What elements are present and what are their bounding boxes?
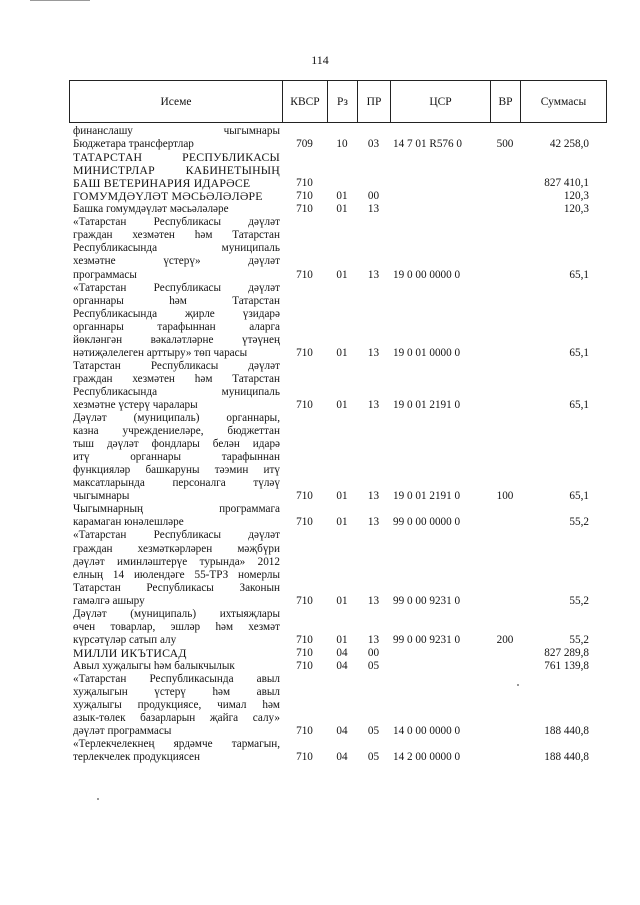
row-name-line: Татарстан Республикасы Законын [73,581,280,594]
row-vr [490,738,520,764]
row-name-line: дәүләт иминләштерүе турында» 2012 [73,555,280,568]
row-csr [390,660,490,673]
row-sum: 120,3 [563,203,589,216]
row-rz: 01 [336,203,348,216]
row-rz: 01 [336,190,348,203]
row-name [69,151,282,190]
row-pr: 00 [367,646,380,659]
row-sum: 120,3 [563,190,589,203]
row-rz: 04 [336,659,348,672]
row-csr: 99 0 00 9231 0 [393,633,461,646]
row-name-line: максатларында персоналга түләү [73,477,280,490]
row-name-line: граждан хезмәткәрләрен мәҗбүри [73,542,280,555]
row-csr: 14 7 01 R576 0 [393,138,462,151]
row-kvsr: 710 [296,594,313,607]
header-csr: ЦСР [390,81,490,122]
row-name-line: ГОМУМДӘҮЛӘТ МӘСЬӘЛӘЛӘРЕ [73,189,263,204]
row-kvsr: 710 [296,751,313,764]
row-pr: 13 [367,398,380,411]
row-name-line: БАШ ВЕТЕРИНАРИЯ ИДАРӘСЕ [73,176,251,191]
row-name-line: МИНИСТРЛАР КАБИНЕТЫНЫҢ [73,163,280,178]
row-rz: 04 [336,646,348,659]
row-name-line: карамаган юнәлешләре [73,516,184,529]
header-vr: ВР [490,81,520,122]
row-sum: 55,2 [569,633,589,646]
table-row [69,125,607,151]
table-row [69,203,607,216]
row-pr: 13 [367,516,380,529]
header-name: Исеме [69,81,282,122]
row-name [69,360,282,412]
row-name-line: йөкләнгән вәкаләтләрне үтәүнең [73,333,280,346]
row-pr: 13 [367,490,380,503]
row-name-line: Республикасында муниципаль [73,385,280,398]
table-row [69,673,607,738]
row-name-line: Дәүләт (муниципаль) органнары, [73,412,280,425]
row-vr [490,190,520,203]
row-name-line: азык-төлек базарларын җайга салу» [73,712,280,725]
row-name [69,673,282,738]
scan-speck [517,684,519,686]
row-vr: 200 [496,633,514,646]
row-name [69,529,282,607]
row-csr: 19 0 01 2191 0 [393,490,461,503]
row-name-line: Республикасында җирле үзидарә [73,307,280,320]
row-name-line: хезмәтне үстерү чаралары [73,398,198,411]
row-sum: 827 289,8 [544,646,589,659]
row-csr: 99 0 00 9231 0 [393,594,461,607]
row-pr: 13 [367,633,380,646]
row-name-line: «Татарстан Республикасы дәүләт [73,216,280,229]
row-name-line: елның 14 июлендәге 55-ТРЗ номерлы [73,568,280,581]
row-csr [390,190,490,203]
row-name-line: финанслашу чыгымнары [73,125,280,137]
row-vr [490,673,520,738]
row-kvsr: 710 [296,268,313,281]
header-pr: ПР [357,81,390,122]
row-kvsr: 710 [296,177,313,190]
row-vr [490,660,520,673]
row-sum: 65,1 [569,490,589,503]
row-vr: 500 [496,138,514,151]
row-csr: 14 2 00 0000 0 [393,751,461,764]
row-rz: 01 [336,490,348,503]
row-name [69,412,282,503]
table-row [69,216,607,281]
row-kvsr: 710 [296,633,313,646]
row-pr [357,151,390,190]
row-name-line: граждан хезмәтен һәм Татарстан [73,372,280,385]
row-name-line: «Татарстан Республикасы дәүләт [73,529,280,542]
row-name-line: хезмәтне үстерү» дәүләт [73,255,280,268]
row-name-line: хуҗалыгын үстерү һәм авыл [73,686,280,699]
row-rz: 01 [336,633,348,646]
row-csr: 19 0 01 2191 0 [393,398,461,411]
header-kvsr: КВСР [282,81,327,122]
table-row [69,151,607,190]
row-kvsr: 710 [296,490,313,503]
row-name [69,190,282,203]
table-row [69,190,607,203]
row-rz: 01 [336,398,348,411]
row-name-line: органнары һәм Татарстан [73,294,280,307]
row-csr [390,151,490,190]
row-name-line: тыш дәүләт фондлары белән идарә [73,438,280,451]
row-name-line: Чыгымнарның программага [73,503,280,516]
row-csr: 14 0 00 0000 0 [393,725,461,738]
row-vr [490,282,520,360]
row-name-line: дәүләт программасы [73,725,172,738]
row-kvsr: 710 [296,659,313,672]
page-number: 114 [311,53,329,67]
row-rz: 04 [336,725,348,738]
row-name-line: күрсәтүләр сатып алу [73,633,177,646]
row-name-line: итү органнары тарафыннан [73,451,280,464]
row-name-line: өчен товарлар, эшләр һәм хезмәт [73,620,280,633]
row-sum: 188 440,8 [544,751,589,764]
row-name [69,125,282,151]
row-name [69,660,282,673]
row-name [69,203,282,216]
row-vr: 100 [496,490,514,503]
header-rz: Рз [327,81,357,122]
row-csr [390,647,490,660]
row-sum: 188 440,8 [544,725,589,738]
row-kvsr: 710 [296,398,313,411]
row-name-line: гамәлгә ашыру [73,594,145,607]
row-name-line: МИЛЛИ ИКЪТИСАД [73,645,187,660]
row-name-line: Татарстан Республикасы дәүләт [73,359,280,372]
row-pr: 13 [367,268,380,281]
row-vr [490,529,520,607]
row-csr: 99 0 00 0000 0 [393,516,461,529]
row-name-line: Башка гомумдәүләт мәсьәләләре [73,203,229,216]
row-pr: 00 [367,190,380,203]
row-name [69,647,282,660]
scan-speck [97,798,99,800]
row-name-line: казна учреждениеләре, бюджеттан [73,425,280,438]
table-row [69,412,607,503]
row-name-line: Республикасында муниципаль [73,242,280,255]
table-row [69,282,607,360]
row-name [69,282,282,360]
row-name [69,738,282,764]
row-pr: 13 [367,594,380,607]
row-vr [490,503,520,529]
row-name-line: Авыл хуҗалыгы һәм балыкчылык [73,659,235,672]
table-header [69,80,607,123]
scan-edge-line [30,0,90,1]
table-row [69,647,607,660]
budget-table [69,80,607,764]
row-vr [490,647,520,660]
row-pr: 03 [367,138,380,151]
row-csr: 19 0 01 0000 0 [393,346,461,359]
row-csr: 19 0 00 0000 0 [393,268,461,281]
row-kvsr: 710 [296,516,313,529]
row-name-line: Бюджетара трансфертлар [73,138,194,151]
row-sum: 827 410,1 [544,177,589,190]
row-rz: 10 [336,138,348,151]
row-rz [327,151,357,190]
row-pr: 05 [367,725,380,738]
row-name [69,608,282,647]
row-sum: 65,1 [569,346,589,359]
row-name-line: Дәүләт (муниципаль) ихтыяҗлары [73,607,280,620]
table-row [69,738,607,764]
row-name-line: чыгымнары [73,490,130,503]
table-row [69,503,607,529]
row-csr [390,203,490,216]
header-sum: Суммасы [520,81,607,122]
row-sum: 42 258,0 [549,138,589,151]
row-kvsr: 710 [296,725,313,738]
row-vr [490,151,520,190]
table-body [69,123,607,764]
row-name-line: «Татарстан Республикасында авыл [73,672,280,685]
row-sum: 761 139,8 [544,659,589,672]
row-rz: 01 [336,346,348,359]
row-sum: 55,2 [569,594,589,607]
row-name-line: «Терлекчелекнең ярдәмче тармагын, [73,738,280,751]
table-row [69,529,607,607]
row-rz: 01 [336,594,348,607]
table-row [69,608,607,647]
row-sum: 65,1 [569,398,589,411]
row-name-line: «Татарстан Республикасы дәүләт [73,281,280,294]
table-row [69,660,607,673]
row-vr [490,360,520,412]
row-pr: 05 [367,659,380,672]
row-name-line: хуҗалыгы продукциясе, чимал һәм [73,699,280,712]
table-row [69,360,607,412]
row-pr: 13 [367,346,380,359]
row-kvsr: 710 [296,346,313,359]
row-name [69,216,282,281]
row-name-line: программасы [73,268,137,281]
row-name-line: терлекчелек продукциясен [73,751,200,764]
row-kvsr: 709 [296,138,313,151]
row-rz: 01 [336,516,348,529]
row-pr: 13 [367,203,380,216]
row-name-line: нәтиҗәлелеген арттыру» төп чарасы [73,346,248,359]
row-vr [490,216,520,281]
row-kvsr: 710 [296,646,313,659]
row-name [69,503,282,529]
row-pr: 05 [367,751,380,764]
row-kvsr: 710 [296,190,313,203]
row-rz: 04 [336,751,348,764]
row-sum: 65,1 [569,268,589,281]
row-vr [490,203,520,216]
row-name-line: функцияләр башкаруны тәэмин итү [73,464,280,477]
row-rz: 01 [336,268,348,281]
row-name-line: органнары тарафыннан аларга [73,320,280,333]
row-name-line: ТАТАРСТАН РЕСПУБЛИКАСЫ [73,150,280,165]
row-kvsr: 710 [296,203,313,216]
row-sum: 55,2 [569,516,589,529]
row-name-line: граждан хезмәтен һәм Татарстан [73,229,280,242]
